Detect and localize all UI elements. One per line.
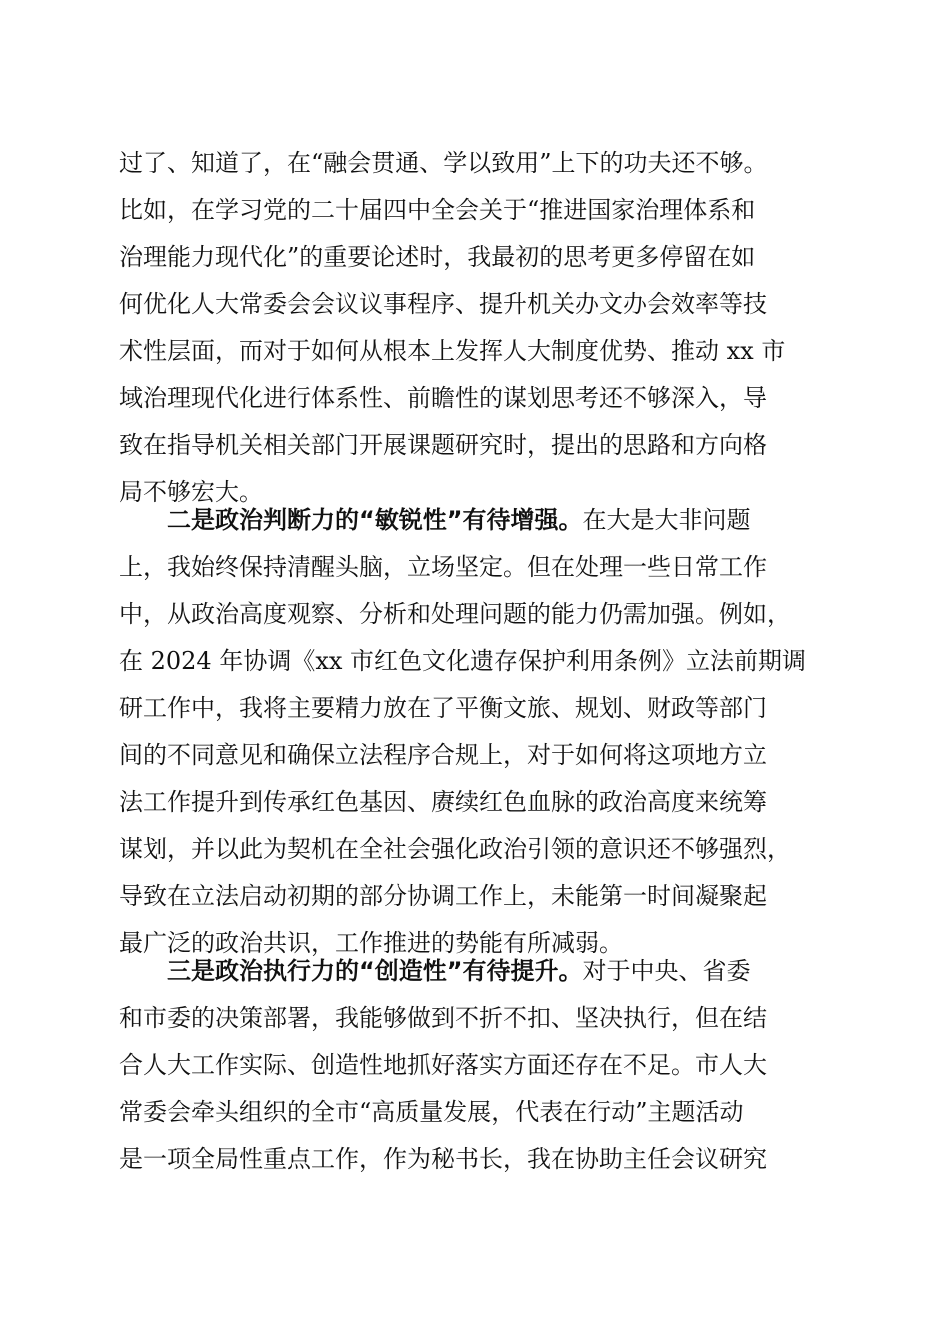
text-line: 法工作提升到传承红色基因、赓续红色血脉的政治高度来统筹 <box>119 788 767 816</box>
paragraph-heading: 三是政治执行力的“创造性”有待提升。 <box>167 957 583 985</box>
text-line: 导致在立法启动初期的部分协调工作上，未能第一时间凝聚起 <box>119 882 767 910</box>
text-line: 在 2024 年协调《xx 市红色文化遗存保护利用条例》立法前期调 <box>119 647 807 675</box>
text-line: 谋划，并以此为契机在全社会强化政治引领的意识还不够强烈， <box>119 835 791 863</box>
paragraph-first-line <box>167 951 839 991</box>
text-line: 术性层面，而对于如何从根本上发挥人大制度优势、推动 xx 市 <box>119 337 786 365</box>
text-line: 过了、知道了，在“融会贯通、学以致用”上下的功夫还不够。 <box>119 149 768 177</box>
text-line: 局不够宏大。 <box>119 478 263 506</box>
text-line: 致在指导机关相关部门开展课题研究时，提出的思路和方向格 <box>119 431 767 459</box>
text-line: 治理能力现代化”的重要论述时，我最初的思考更多停留在如 <box>119 243 756 271</box>
text-span: 对于中央、省委 <box>582 957 751 985</box>
text-span: 在大是大非问题 <box>582 506 751 534</box>
paragraph-heading: 二是政治判断力的“敏锐性”有待增强。 <box>167 506 583 534</box>
text-line: 中，从政治高度观察、分析和处理问题的能力仍需加强。例如， <box>119 600 791 628</box>
text-line: 比如，在学习党的二十届四中全会关于“推进国家治理体系和 <box>119 196 756 224</box>
paragraph-first-line <box>167 500 839 540</box>
text-line: 常委会牵头组织的全市“高质量发展，代表在行动”主题活动 <box>119 1098 744 1126</box>
text-line: 是一项全局性重点工作，作为秘书长，我在协助主任会议研究 <box>119 1145 767 1173</box>
text-line: 域治理现代化进行体系性、前瞻性的谋划思考还不够深入，导 <box>119 384 767 412</box>
text-line: 合人大工作实际、创造性地抓好落实方面还存在不足。市人大 <box>119 1051 767 1079</box>
text-line: 上，我始终保持清醒头脑，立场坚定。但在处理一些日常工作 <box>119 553 767 581</box>
text-line: 最广泛的政治共识，工作推进的势能有所减弱。 <box>119 929 623 957</box>
text-line: 和市委的决策部署，我能够做到不折不扣、坚决执行，但在结 <box>119 1004 767 1032</box>
text-line: 研工作中，我将主要精力放在了平衡文旅、规划、财政等部门 <box>119 694 767 722</box>
text-line: 间的不同意见和确保立法程序合规上，对于如何将这项地方立 <box>119 741 767 769</box>
text-line: 何优化人大常委会会议议事程序、提升机关办文办会效率等技 <box>119 290 767 318</box>
